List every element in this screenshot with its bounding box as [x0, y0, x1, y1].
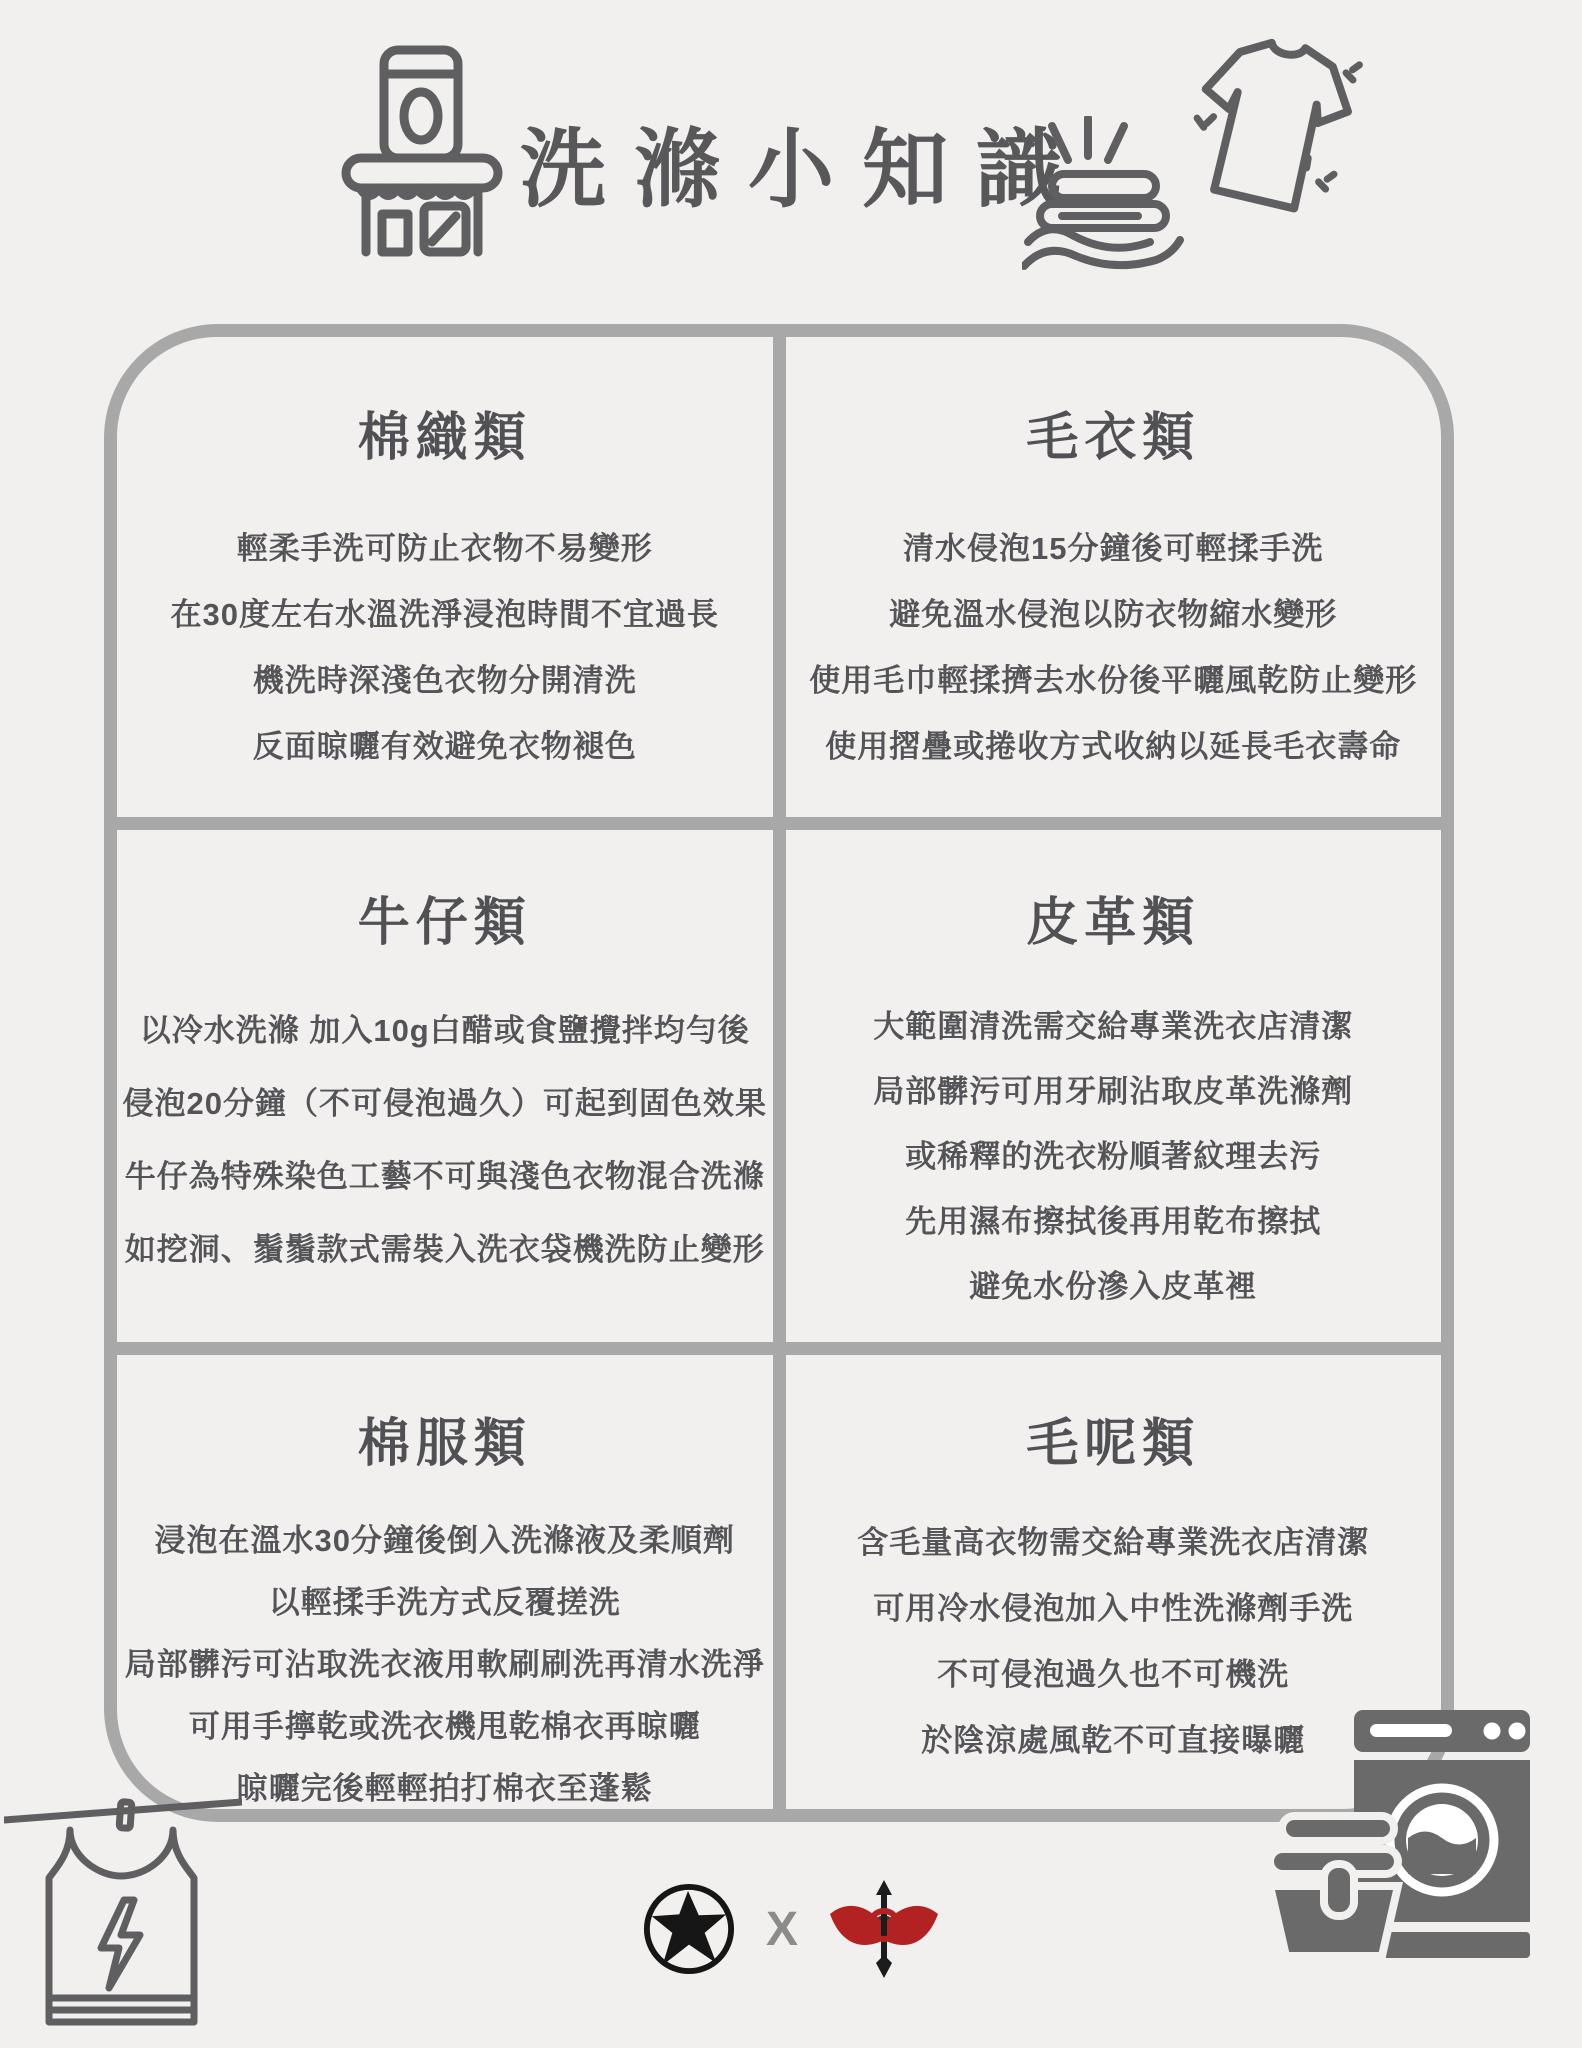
panel-title: 牛仔類 — [357, 894, 532, 952]
tip-lines — [873, 991, 1353, 1316]
sparkling-tshirt-icon — [1174, 22, 1370, 240]
panel-title: 棉服類 — [357, 1415, 532, 1473]
sofc-logo — [642, 1882, 736, 1976]
tip-line: 清水侵泡15分鐘後可輕揉手洗 — [903, 530, 1324, 566]
tip-line: 不可侵泡過久也不可機洗 — [937, 1656, 1290, 1692]
panel-sweater — [786, 337, 1442, 817]
hand-holding-towels-icon — [1022, 116, 1190, 280]
panel-title: 皮革類 — [1026, 894, 1201, 952]
tip-line: 先用濕布擦拭後再用乾布擦拭 — [905, 1204, 1322, 1239]
tip-lines — [123, 991, 767, 1283]
tip-lines — [125, 1506, 765, 1816]
tip-line: 含毛量高衣物需交給專業洗衣店清潔 — [857, 1524, 1370, 1560]
tip-line: 大範圍清洗需交給專業洗衣店清潔 — [873, 1009, 1354, 1044]
tip-line: 機洗時深淺色衣物分開清洗 — [252, 662, 637, 698]
tip-line: 使用毛巾輕揉擠去水份後平曬風乾防止變形 — [809, 662, 1418, 698]
tip-line: 反面晾曬有效避免衣物褪色 — [252, 728, 637, 764]
collab-x-label: X — [765, 1902, 799, 1956]
panel-leather — [786, 830, 1442, 1342]
tip-line: 避免溫水侵泡以防衣物縮水變形 — [889, 596, 1338, 632]
tip-line: 晾曬完後輕輕拍打棉衣至蓬鬆 — [236, 1770, 653, 1806]
panel-title: 棉織類 — [357, 409, 532, 467]
panel-cotton-woven — [117, 337, 773, 817]
washing-machine-basket-icon — [1268, 1706, 1536, 1962]
tip-line: 輕柔手洗可防止衣物不易變形 — [236, 530, 653, 566]
footer-brands — [642, 1880, 940, 1978]
tip-lines — [809, 512, 1417, 776]
panel-denim — [117, 830, 773, 1342]
panel-title: 毛衣類 — [1026, 409, 1201, 467]
tip-line: 以輕揉手洗方式反覆搓洗 — [268, 1584, 621, 1620]
laundry-shop-icon — [336, 44, 508, 258]
tip-line: 可用手擰乾或洗衣機甩乾棉衣再晾曬 — [188, 1708, 701, 1744]
tip-line: 於陰涼處風乾不可直接曝曬 — [921, 1722, 1306, 1758]
tip-line: 如挖洞、鬚鬚款式需裝入洗衣袋機洗防止變形 — [124, 1232, 765, 1267]
tip-line: 或稀釋的洗衣粉順著紋理去污 — [905, 1139, 1322, 1174]
tips-grid — [104, 324, 1454, 1822]
tip-line: 局部髒污可沾取洗衣液用軟刷刷洗再清水洗淨 — [124, 1646, 765, 1682]
tip-line: 局部髒污可用牙刷沾取皮革洗滌劑 — [873, 1074, 1354, 1109]
tip-line: 可用冷水侵泡加入中性洗滌劑手洗 — [873, 1590, 1354, 1626]
tip-lines — [171, 512, 719, 776]
tip-line: 使用摺疊或捲收方式收納以延長毛衣壽命 — [825, 728, 1402, 764]
tip-line: 浸泡在溫水30分鐘後倒入洗滌液及柔順劑 — [154, 1522, 735, 1558]
tip-line: 牛仔為特殊染色工藝不可與淺色衣物混合洗滌 — [124, 1159, 765, 1194]
tip-line: 避免水份滲入皮革裡 — [969, 1269, 1258, 1304]
tribal-emblem-logo — [828, 1880, 940, 1978]
tip-line: 在30度左右水溫洗淨浸泡時間不宜過長 — [170, 596, 719, 632]
tank-top-on-clothesline-icon — [4, 1796, 242, 2038]
page-title: 洗滌小知識 — [520, 122, 1090, 218]
tip-line: 以冷水洗滌 加入10g白醋或食鹽攪拌均勻後 — [139, 1013, 750, 1048]
panel-title: 毛呢類 — [1026, 1415, 1201, 1473]
tip-line: 侵泡20分鐘（不可侵泡過久）可起到固色效果 — [122, 1086, 767, 1121]
panel-cotton-padded — [117, 1355, 773, 1809]
